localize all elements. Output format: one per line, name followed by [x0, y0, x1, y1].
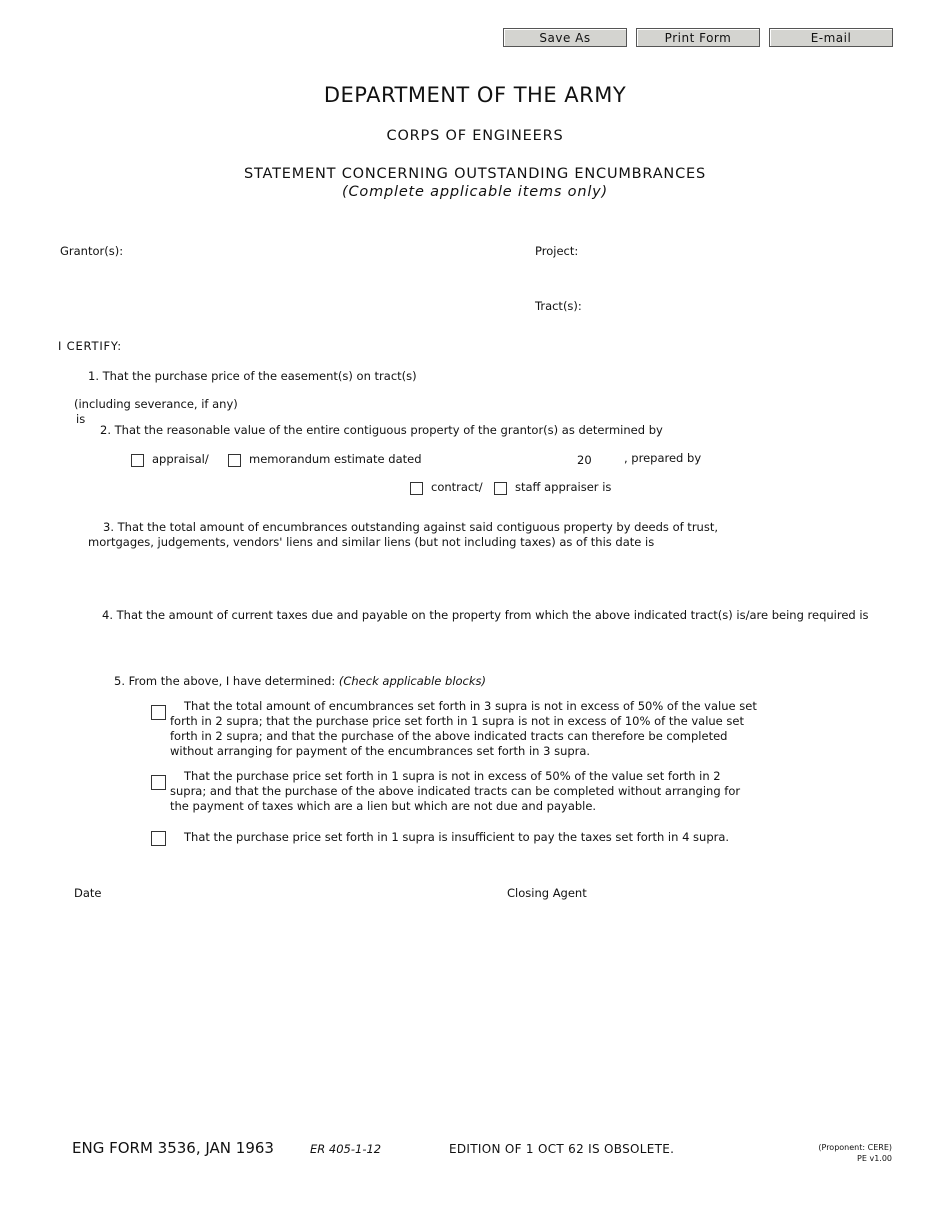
department-title: DEPARTMENT OF THE ARMY	[323, 83, 627, 107]
item5-note: (Check applicable blocks)	[338, 674, 487, 688]
certify-heading: I CERTIFY:	[58, 339, 122, 353]
memorandum-label: memorandum estimate dated	[249, 452, 422, 466]
determination-1-text: That the total amount of encumbrances set forth in 3 supra is not in excess of 50% of the value set forth in 2 supra; that the purchase price set forth in 1 supra is not in excess of 10% of the value set forth in 2 supra; and that the purchase of the above indicated tracts can therefore be completed without arranging for payment of the encumbrances set forth in 3 supra.	[170, 699, 757, 758]
determination-2-checkbox[interactable]	[151, 775, 166, 790]
print-form-button[interactable]: Print Form	[636, 28, 760, 47]
item1-text: 1. That the purchase price of the easement(s) on tract(s)	[88, 369, 417, 383]
contract-label: contract/	[431, 480, 483, 494]
staff-appraiser-checkbox[interactable]	[494, 482, 507, 495]
determination-1-checkbox[interactable]	[151, 705, 166, 720]
prepared-by-label: , prepared by	[624, 451, 702, 465]
item1-severance: (including severance, if any)	[74, 397, 238, 411]
determination-3-text: That the purchase price set forth in 1 supra is insufficient to pay the taxes set forth in 4 supra.	[184, 830, 730, 844]
form-id: ENG FORM 3536, JAN 1963	[72, 1139, 274, 1157]
version-note: PE v1.00	[857, 1154, 892, 1163]
grantors-label: Grantor(s):	[60, 244, 124, 258]
save-as-button[interactable]: Save As	[503, 28, 627, 47]
staff-appraiser-label: staff appraiser is	[515, 480, 612, 494]
project-label: Project:	[535, 244, 579, 258]
year-prefix: 20	[577, 453, 592, 467]
memorandum-checkbox[interactable]	[228, 454, 241, 467]
closing-agent-label: Closing Agent	[507, 886, 587, 900]
email-button[interactable]: E-mail	[769, 28, 893, 47]
date-label: Date	[74, 886, 102, 900]
regulation-ref: ER 405-1-12	[310, 1142, 382, 1156]
appraisal-checkbox[interactable]	[131, 454, 144, 467]
corps-subtitle: CORPS OF ENGINEERS	[386, 128, 564, 144]
item5-heading	[114, 674, 486, 688]
item4-text: 4. That the amount of current taxes due and payable on the property from which the above indicated tract(s) is/are being required is	[102, 608, 869, 622]
item3-line1: 3. That the total amount of encumbrances outstanding against said contiguous property by deeds of trust,	[103, 520, 718, 534]
proponent-note: (Proponent: CERE)	[818, 1143, 892, 1152]
item3-line2: mortgages, judgements, vendors' liens and similar liens (but not including taxes) as of this date is	[88, 535, 655, 549]
determination-2-text: That the purchase price set forth in 1 supra is not in excess of 50% of the value set forth in 2 supra; and that the purchase of the above indicated tracts can be completed without arranging for the payment of taxes which are a lien but which are not due and payable.	[170, 769, 741, 813]
appraisal-label: appraisal/	[152, 452, 209, 466]
item2-text: 2. That the reasonable value of the entire contiguous property of the grantor(s) as determined by	[100, 423, 663, 437]
item1-is: is	[76, 412, 86, 426]
instructions-note: (Complete applicable items only)	[342, 184, 608, 200]
tracts-label: Tract(s):	[535, 299, 582, 313]
statement-title: STATEMENT CONCERNING OUTSTANDING ENCUMBRANCES	[244, 166, 706, 182]
contract-checkbox[interactable]	[410, 482, 423, 495]
edition-note: EDITION OF 1 OCT 62 IS OBSOLETE.	[449, 1142, 675, 1156]
determination-3-checkbox[interactable]	[151, 831, 166, 846]
item5-text: 5. From the above, I have determined:	[114, 674, 336, 688]
